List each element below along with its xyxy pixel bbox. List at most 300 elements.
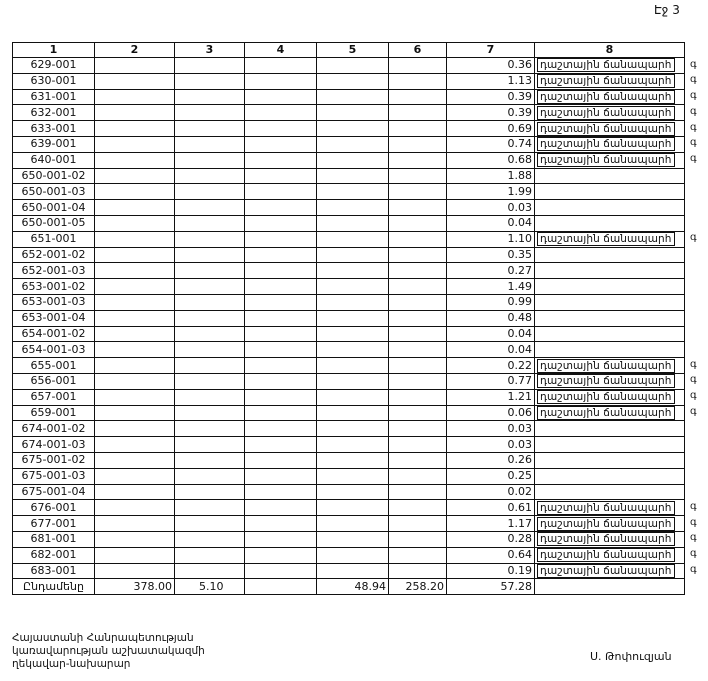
area-cell: 0.03 (447, 200, 535, 216)
col-6-cell (389, 563, 447, 579)
col-6-cell (389, 389, 447, 405)
parcel-code-cell: 630-001 (13, 73, 95, 89)
area-cell: 1.99 (447, 184, 535, 200)
col-2-cell (95, 184, 175, 200)
col-header-1: 1 (13, 43, 95, 58)
parcel-code-cell: 650-001-03 (13, 184, 95, 200)
area-cell: 0.61 (447, 500, 535, 516)
parcel-code-cell: 681-001 (13, 531, 95, 547)
area-cell: 0.04 (447, 342, 535, 358)
table-row (13, 231, 685, 247)
margin-mark: գ (690, 58, 697, 70)
total-row (13, 579, 685, 595)
col-6-cell (389, 121, 447, 137)
col-5-cell (317, 263, 389, 279)
col-4-cell (245, 437, 317, 453)
area-cell: 0.27 (447, 263, 535, 279)
col-2-cell (95, 136, 175, 152)
col-2-cell (95, 437, 175, 453)
table-row (13, 563, 685, 579)
col-4-cell (245, 279, 317, 295)
margin-mark: գ (690, 74, 697, 86)
area-cell: 0.22 (447, 358, 535, 374)
area-cell: 1.13 (447, 73, 535, 89)
col-5-cell (317, 373, 389, 389)
table-row (13, 136, 685, 152)
parcel-code-cell: 675-001-02 (13, 452, 95, 468)
total-col-5: 48.94 (317, 579, 389, 595)
col-4-cell (245, 247, 317, 263)
col-5-cell (317, 231, 389, 247)
col-3-cell (175, 373, 245, 389)
col-4-cell (245, 500, 317, 516)
parcel-code-cell: 659-001 (13, 405, 95, 421)
col-2-cell (95, 452, 175, 468)
land-use-cell (535, 105, 685, 121)
land-use-label: դաշտային ճանապարհ (537, 122, 675, 136)
col-6-cell (389, 152, 447, 168)
col-5-cell (317, 310, 389, 326)
land-use-cell (535, 294, 685, 310)
col-2-cell (95, 531, 175, 547)
col-5-cell (317, 389, 389, 405)
table-row (13, 452, 685, 468)
parcel-code-cell: 674-001-03 (13, 437, 95, 453)
table-row (13, 500, 685, 516)
col-6-cell (389, 358, 447, 374)
col-3-cell (175, 247, 245, 263)
col-6-cell (389, 215, 447, 231)
land-use-cell (535, 468, 685, 484)
land-use-cell (535, 484, 685, 500)
col-5-cell (317, 500, 389, 516)
parcel-code-cell: 650-001-05 (13, 215, 95, 231)
col-3-cell (175, 136, 245, 152)
col-3-cell (175, 389, 245, 405)
land-use-label: դաշտային ճանապարհ (537, 501, 675, 515)
col-4-cell (245, 484, 317, 500)
col-6-cell (389, 500, 447, 516)
area-cell: 1.49 (447, 279, 535, 295)
col-3-cell (175, 452, 245, 468)
col-2-cell (95, 326, 175, 342)
area-cell: 0.28 (447, 531, 535, 547)
area-cell: 0.25 (447, 468, 535, 484)
col-2-cell (95, 294, 175, 310)
parcel-code-cell: 653-001-04 (13, 310, 95, 326)
col-2-cell (95, 215, 175, 231)
col-5-cell (317, 437, 389, 453)
land-use-cell (535, 279, 685, 295)
col-6-cell (389, 294, 447, 310)
land-use-label: դաշտային ճանապարհ (537, 137, 675, 151)
margin-mark: գ (690, 532, 697, 544)
col-4-cell (245, 168, 317, 184)
margin-mark: գ (690, 516, 697, 528)
land-use-cell (535, 516, 685, 532)
col-6-cell (389, 58, 447, 74)
table-row (13, 342, 685, 358)
col-5-cell (317, 136, 389, 152)
col-2-cell (95, 563, 175, 579)
table-row (13, 468, 685, 484)
col-3-cell (175, 326, 245, 342)
land-use-cell (535, 342, 685, 358)
area-cell: 0.03 (447, 437, 535, 453)
col-5-cell (317, 342, 389, 358)
col-2-cell (95, 247, 175, 263)
area-cell: 0.48 (447, 310, 535, 326)
land-use-label: դաշտային ճանապարհ (537, 106, 675, 120)
margin-mark: գ (690, 564, 697, 575)
area-cell: 0.64 (447, 547, 535, 563)
margin-mark: գ (690, 390, 697, 402)
col-3-cell (175, 468, 245, 484)
table-row (13, 547, 685, 563)
col-2-cell (95, 231, 175, 247)
land-use-label: դաշտային ճանապարհ (537, 517, 675, 531)
table-row (13, 516, 685, 532)
land-use-cell (535, 168, 685, 184)
land-use-cell (535, 405, 685, 421)
col-3-cell (175, 310, 245, 326)
col-6-cell (389, 231, 447, 247)
col-4-cell (245, 516, 317, 532)
col-4-cell (245, 452, 317, 468)
land-use-label: դաշտային ճանապարհ (537, 153, 675, 167)
col-2-cell (95, 310, 175, 326)
table-row (13, 358, 685, 374)
land-use-cell (535, 89, 685, 105)
col-5-cell (317, 58, 389, 74)
parcel-code-cell: 632-001 (13, 105, 95, 121)
parcel-code-cell: 654-001-03 (13, 342, 95, 358)
col-5-cell (317, 516, 389, 532)
col-5-cell (317, 89, 389, 105)
parcel-code-cell: 650-001-02 (13, 168, 95, 184)
area-cell: 0.39 (447, 89, 535, 105)
parcel-code-cell: 633-001 (13, 121, 95, 137)
col-4-cell (245, 389, 317, 405)
col-4-cell (245, 105, 317, 121)
margin-mark: գ (690, 232, 697, 244)
land-use-label: դաշտային ճանապարհ (537, 359, 675, 373)
col-header-5: 5 (317, 43, 389, 58)
land-use-cell (535, 389, 685, 405)
col-4-cell (245, 73, 317, 89)
table-row (13, 89, 685, 105)
col-6-cell (389, 184, 447, 200)
col-6-cell (389, 452, 447, 468)
col-4-cell (245, 531, 317, 547)
parcel-code-cell: 639-001 (13, 136, 95, 152)
col-2-cell (95, 121, 175, 137)
col-5-cell (317, 105, 389, 121)
signatory-title-line-3: ղեկավար-նախարար (12, 658, 131, 670)
signatory-title-line-2: կառավարության աշխատակազմի (12, 645, 205, 657)
land-use-cell (535, 452, 685, 468)
land-use-cell (535, 547, 685, 563)
total-label: Ընդամենը (13, 579, 95, 595)
land-use-cell (535, 136, 685, 152)
parcel-code-cell: 651-001 (13, 231, 95, 247)
col-header-3: 3 (175, 43, 245, 58)
parcel-code-cell: 657-001 (13, 389, 95, 405)
land-use-cell (535, 263, 685, 279)
table-row (13, 247, 685, 263)
area-cell: 1.10 (447, 231, 535, 247)
land-use-cell (535, 152, 685, 168)
col-4-cell (245, 200, 317, 216)
table-row (13, 58, 685, 74)
margin-mark: գ (690, 137, 697, 149)
parcel-code-cell: 677-001 (13, 516, 95, 532)
area-cell: 0.39 (447, 105, 535, 121)
col-6-cell (389, 310, 447, 326)
table-row (13, 200, 685, 216)
col-4-cell (245, 310, 317, 326)
col-2-cell (95, 89, 175, 105)
col-2-cell (95, 168, 175, 184)
table-row (13, 105, 685, 121)
total-col-7: 57.28 (447, 579, 535, 595)
col-3-cell (175, 294, 245, 310)
land-use-label: դաշտային ճանապարհ (537, 564, 675, 578)
col-3-cell (175, 105, 245, 121)
table-row (13, 389, 685, 405)
margin-mark: գ (690, 121, 697, 133)
col-header-7: 7 (447, 43, 535, 58)
land-use-cell (535, 121, 685, 137)
parcel-code-cell: 682-001 (13, 547, 95, 563)
col-5-cell (317, 547, 389, 563)
parcel-code-cell: 655-001 (13, 358, 95, 374)
land-use-cell (535, 563, 685, 579)
margin-mark: գ (690, 500, 697, 512)
margin-mark: գ (690, 406, 697, 418)
col-4-cell (245, 136, 317, 152)
col-3-cell (175, 342, 245, 358)
margin-mark: գ (690, 358, 697, 370)
col-6-cell (389, 247, 447, 263)
margin-mark: գ (690, 153, 697, 165)
area-cell: 0.74 (447, 136, 535, 152)
land-use-label: դաշտային ճանապարհ (537, 390, 675, 404)
col-header-2: 2 (95, 43, 175, 58)
col-4-cell (245, 468, 317, 484)
table-row (13, 294, 685, 310)
col-6-cell (389, 168, 447, 184)
col-6-cell (389, 105, 447, 121)
col-5-cell (317, 73, 389, 89)
col-4-cell (245, 421, 317, 437)
land-use-label: դաշտային ճանապարհ (537, 548, 675, 562)
col-6-cell (389, 89, 447, 105)
land-use-label: դաշտային ճանապարհ (537, 232, 675, 246)
col-6-cell (389, 136, 447, 152)
col-2-cell (95, 200, 175, 216)
col-3-cell (175, 168, 245, 184)
col-6-cell (389, 484, 447, 500)
col-4-cell (245, 342, 317, 358)
land-use-cell (535, 500, 685, 516)
table-row (13, 263, 685, 279)
margin-mark: գ (690, 90, 697, 102)
col-2-cell (95, 468, 175, 484)
land-use-label: դաշտային ճանապարհ (537, 74, 675, 88)
col-2-cell (95, 73, 175, 89)
col-3-cell (175, 421, 245, 437)
col-3-cell (175, 405, 245, 421)
col-3-cell (175, 516, 245, 532)
area-cell: 0.36 (447, 58, 535, 74)
land-use-cell (535, 215, 685, 231)
col-2-cell (95, 152, 175, 168)
col-4-cell (245, 547, 317, 563)
land-use-label: դաշտային ճանապարհ (537, 406, 675, 420)
total-col-4 (245, 579, 317, 595)
land-use-label: դաշտային ճանապարհ (537, 532, 675, 546)
col-3-cell (175, 184, 245, 200)
col-4-cell (245, 215, 317, 231)
col-3-cell (175, 531, 245, 547)
table-row (13, 484, 685, 500)
col-2-cell (95, 263, 175, 279)
signatory-title-line-1: Հայաստանի Հանրապետության (12, 632, 194, 644)
col-4-cell (245, 326, 317, 342)
col-4-cell (245, 152, 317, 168)
col-6-cell (389, 326, 447, 342)
parcel-code-cell: 654-001-02 (13, 326, 95, 342)
page-number: Էջ 3 (654, 3, 680, 17)
col-5-cell (317, 215, 389, 231)
parcel-code-cell: 675-001-04 (13, 484, 95, 500)
parcel-code-cell: 650-001-04 (13, 200, 95, 216)
table-row (13, 421, 685, 437)
col-2-cell (95, 58, 175, 74)
col-3-cell (175, 263, 245, 279)
col-4-cell (245, 231, 317, 247)
col-3-cell (175, 89, 245, 105)
area-cell: 0.06 (447, 405, 535, 421)
area-cell: 0.68 (447, 152, 535, 168)
col-5-cell (317, 247, 389, 263)
col-5-cell (317, 168, 389, 184)
col-3-cell (175, 547, 245, 563)
col-6-cell (389, 373, 447, 389)
land-use-cell (535, 200, 685, 216)
col-6-cell (389, 437, 447, 453)
col-5-cell (317, 421, 389, 437)
col-3-cell (175, 484, 245, 500)
land-register-table (12, 42, 685, 595)
table-row (13, 168, 685, 184)
col-3-cell (175, 200, 245, 216)
col-5-cell (317, 531, 389, 547)
table-row (13, 279, 685, 295)
col-3-cell (175, 279, 245, 295)
parcel-code-cell: 652-001-02 (13, 247, 95, 263)
col-4-cell (245, 89, 317, 105)
col-2-cell (95, 405, 175, 421)
area-cell: 1.17 (447, 516, 535, 532)
table-row (13, 531, 685, 547)
signatory-name: Ս. Թոփուզյան (590, 650, 672, 663)
land-use-cell (535, 73, 685, 89)
col-4-cell (245, 563, 317, 579)
col-3-cell (175, 121, 245, 137)
land-use-cell (535, 421, 685, 437)
area-cell: 0.19 (447, 563, 535, 579)
col-5-cell (317, 279, 389, 295)
col-6-cell (389, 547, 447, 563)
land-use-cell (535, 326, 685, 342)
land-use-cell (535, 437, 685, 453)
area-cell: 0.02 (447, 484, 535, 500)
land-use-cell (535, 247, 685, 263)
col-6-cell (389, 200, 447, 216)
col-5-cell (317, 484, 389, 500)
header-row (13, 43, 685, 58)
col-5-cell (317, 184, 389, 200)
col-5-cell (317, 452, 389, 468)
col-header-8: 8 (535, 43, 685, 58)
col-5-cell (317, 200, 389, 216)
col-5-cell (317, 405, 389, 421)
col-2-cell (95, 279, 175, 295)
col-6-cell (389, 342, 447, 358)
total-col-6: 258.20 (389, 579, 447, 595)
col-2-cell (95, 421, 175, 437)
table-row (13, 373, 685, 389)
col-2-cell (95, 547, 175, 563)
land-use-cell (535, 184, 685, 200)
land-use-cell (535, 373, 685, 389)
area-cell: 0.99 (447, 294, 535, 310)
table-row (13, 437, 685, 453)
col-5-cell (317, 468, 389, 484)
land-use-label: դաշտային ճանապարհ (537, 374, 675, 388)
table-row (13, 215, 685, 231)
col-3-cell (175, 437, 245, 453)
col-4-cell (245, 58, 317, 74)
land-use-cell (535, 58, 685, 74)
col-4-cell (245, 263, 317, 279)
parcel-code-cell: 631-001 (13, 89, 95, 105)
col-2-cell (95, 389, 175, 405)
parcel-code-cell: 653-001-02 (13, 279, 95, 295)
margin-mark: գ (690, 374, 697, 386)
total-col-8 (535, 579, 685, 595)
col-6-cell (389, 531, 447, 547)
col-2-cell (95, 105, 175, 121)
area-cell: 0.03 (447, 421, 535, 437)
col-3-cell (175, 152, 245, 168)
col-2-cell (95, 516, 175, 532)
signatory-title (12, 632, 205, 671)
col-4-cell (245, 373, 317, 389)
area-cell: 0.69 (447, 121, 535, 137)
col-3-cell (175, 73, 245, 89)
col-2-cell (95, 484, 175, 500)
land-use-cell (535, 310, 685, 326)
land-use-cell (535, 531, 685, 547)
table-row (13, 152, 685, 168)
parcel-code-cell: 640-001 (13, 152, 95, 168)
col-3-cell (175, 500, 245, 516)
table-row (13, 73, 685, 89)
col-4-cell (245, 405, 317, 421)
